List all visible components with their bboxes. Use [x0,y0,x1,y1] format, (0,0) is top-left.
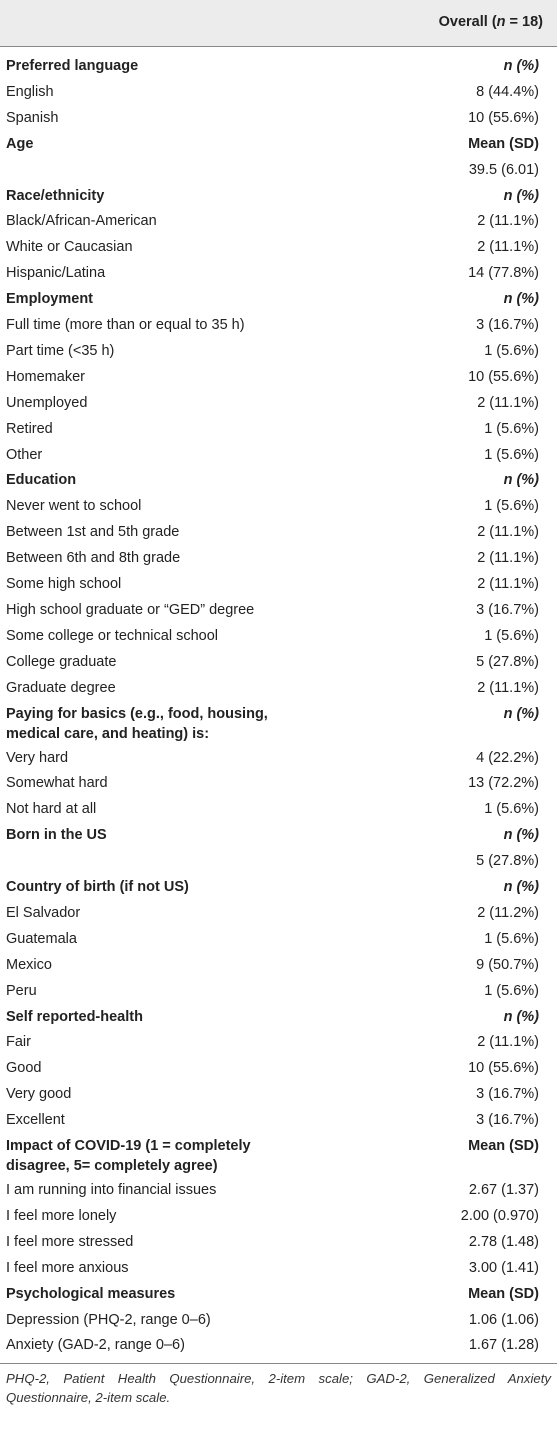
row-label: Part time (<35 h) [6,342,115,359]
section-label: Psychological measures [6,1285,176,1302]
row-value: 3 (16.7%) [476,317,539,333]
section-label [6,704,268,744]
row-value: 2.78 (1.48) [468,1233,539,1250]
table-row [0,106,557,132]
row-value: 5 (27.8%) [476,653,539,670]
section-label: Race/ethnicity [6,187,105,204]
section-header-row [0,132,557,158]
table-row [0,676,557,702]
row-value: 2 (11.1%) [477,679,539,696]
row-value: 13 (72.2%) [468,775,539,792]
row-label: Other [6,446,43,463]
row-value: 2 (11.2%) [477,904,539,921]
row-label: Depression (PHQ-2, range 0–6) [6,1311,211,1328]
section-header-row [0,1134,557,1174]
section-label: Age [6,135,34,152]
section-stat-label: n (%) [503,705,539,722]
row-value: 3.00 (1.41) [468,1259,539,1276]
row-label: I feel more anxious [6,1259,129,1276]
row-value: 1.67 (1.28) [468,1337,539,1354]
table-row [0,1204,557,1230]
row-label: Spanish [6,109,59,126]
section-label: Education [6,472,77,489]
row-label: English [6,83,54,100]
section-header-row [0,1282,557,1308]
table-row [0,624,557,650]
table-row [0,953,557,979]
table-row [0,572,557,598]
row-label: Excellent [6,1112,65,1129]
table-row [0,1030,557,1056]
table-row [0,849,557,875]
row-label: Black/African-American [6,213,157,230]
row-label: Between 6th and 8th grade [6,550,181,567]
row-value: 39.5 (6.01) [468,161,539,178]
row-label: Good [6,1060,42,1077]
row-value: 2.00 (0.970) [460,1207,539,1224]
row-label: Guatemala [6,930,77,947]
section-label: Employment [6,291,94,308]
section-label [6,1136,251,1176]
section-stat-label: n (%) [503,291,539,308]
table-row [0,520,557,546]
row-value: 10 (55.6%) [468,109,539,126]
row-label: High school graduate or “GED” degree [6,601,255,618]
row-value: 1 (5.6%) [484,498,539,515]
row-label: Unemployed [6,394,88,411]
row-value: 2 (11.1%) [477,524,539,541]
section-stat-label: n (%) [503,879,539,895]
row-value: 2 (11.1%) [477,239,539,256]
table-row [0,494,557,520]
row-label: El Salvador [6,904,81,921]
section-label: Preferred language [6,58,139,74]
table-row [0,1056,557,1082]
footnote-line-1: PHQ-2, Patient Health Questionnaire, 2-item scale; GAD-2, Generalized Anxiety [6,1371,551,1387]
section-stat-label: n (%) [503,472,539,489]
section-stat-label: n (%) [503,58,539,74]
header-suffix: = 18) [505,14,543,30]
row-value: 5 (27.8%) [476,853,539,870]
section-stat-label: Mean (SD) [468,135,539,152]
table-row [0,979,557,1005]
section-label-line-1: Paying for basics (e.g., food, housing, [6,705,268,722]
table-row [0,1230,557,1256]
table-row [0,261,557,287]
row-value: 2.67 (1.37) [468,1182,539,1198]
section-header-row [0,54,557,80]
table-row [0,80,557,106]
row-value: 1 (5.6%) [484,930,539,947]
section-header-row [0,287,557,313]
row-value: 1 (5.6%) [484,420,539,437]
table-row [0,235,557,261]
table-row [0,391,557,417]
header-prefix: Overall ( [438,14,497,30]
section-label-line-2: disagree, 5= completely agree) [6,1158,218,1174]
table-row [0,746,557,772]
row-label: Graduate degree [6,679,116,696]
row-value: 3 (16.7%) [476,1086,539,1103]
section-header-row [0,875,557,901]
table-row [0,1308,557,1334]
row-label: Homemaker [6,368,85,385]
table-row [0,598,557,624]
table-row [0,1178,557,1204]
section-label: Self reported-health [6,1008,143,1025]
row-label: Retired [6,420,53,437]
section-header-row [0,468,557,494]
row-value: 14 (77.8%) [468,265,539,282]
row-value: 2 (11.1%) [477,1034,539,1051]
section-header-row [0,184,557,210]
footnote-line-2: Questionnaire, 2-item scale. [6,1390,171,1406]
row-label: College graduate [6,653,117,670]
section-header-row [0,1005,557,1031]
row-label: Hispanic/Latina [6,265,106,282]
section-header-row [0,823,557,849]
row-value: 10 (55.6%) [468,1060,539,1077]
row-value: 1 (5.6%) [484,446,539,463]
row-value: 9 (50.7%) [476,956,539,973]
overall-column-header [439,14,543,30]
row-value: 4 (22.2%) [476,749,539,766]
section-label-line-2: medical care, and heating) is: [6,725,210,742]
table-row [0,650,557,676]
row-value: 10 (55.6%) [468,368,539,385]
section-label: Country of birth (if not US) [6,879,189,895]
row-label: Never went to school [6,498,142,515]
row-label: Peru [6,982,37,999]
row-value: 1.06 (1.06) [468,1311,539,1328]
table-row [0,339,557,365]
row-value: 2 (11.1%) [477,550,539,567]
row-label: Some high school [6,576,122,592]
table-row [0,443,557,469]
section-stat-label: Mean (SD) [468,1138,539,1154]
row-value: 1 (5.6%) [484,982,539,999]
section-label-line-1: Impact of COVID-19 (1 = completely [6,1138,251,1154]
row-value: 1 (5.6%) [484,627,539,644]
table-row [0,209,557,235]
row-label: White or Caucasian [6,239,133,256]
row-label: Very good [6,1086,72,1103]
row-value: 3 (16.7%) [476,601,539,618]
table-row [0,1082,557,1108]
section-stat-label: n (%) [503,827,539,844]
section-header-row [0,702,557,742]
row-label: I am running into financial issues [6,1182,217,1198]
header-n-symbol: n [496,14,506,30]
row-value: 2 (11.1%) [477,394,539,411]
section-stat-label: Mean (SD) [468,1285,539,1302]
table-row [0,797,557,823]
row-label: Full time (more than or equal to 35 h) [6,317,245,333]
row-value: 8 (44.4%) [476,83,539,100]
section-stat-label: n (%) [503,1008,539,1025]
row-label: Not hard at all [6,801,97,818]
row-label: Mexico [6,956,52,973]
table-row [0,158,557,184]
row-value: 2 (11.1%) [477,576,539,592]
table-header [0,0,557,47]
row-label: Between 1st and 5th grade [6,524,180,541]
row-label: Anxiety (GAD-2, range 0–6) [6,1337,185,1354]
table-row [0,927,557,953]
table-row [0,313,557,339]
table-row [0,1108,557,1134]
row-label: Fair [6,1034,31,1051]
table-row [0,1256,557,1282]
table-footnote [6,1369,551,1407]
table-row [0,417,557,443]
row-label: I feel more stressed [6,1233,134,1250]
table-row [0,1333,557,1359]
table-row [0,771,557,797]
row-value: 1 (5.6%) [484,342,539,359]
row-value: 3 (16.7%) [476,1112,539,1129]
table-row [0,365,557,391]
table-row [0,546,557,572]
row-label: Somewhat hard [6,775,108,792]
row-label: I feel more lonely [6,1207,117,1224]
row-label: Some college or technical school [6,627,218,644]
table-row [0,901,557,927]
section-stat-label: n (%) [503,187,539,204]
row-label: Very hard [6,749,69,766]
row-value: 2 (11.1%) [477,213,539,230]
row-value: 1 (5.6%) [484,801,539,818]
table-bottom-rule [0,1363,557,1364]
section-label: Born in the US [6,827,107,844]
